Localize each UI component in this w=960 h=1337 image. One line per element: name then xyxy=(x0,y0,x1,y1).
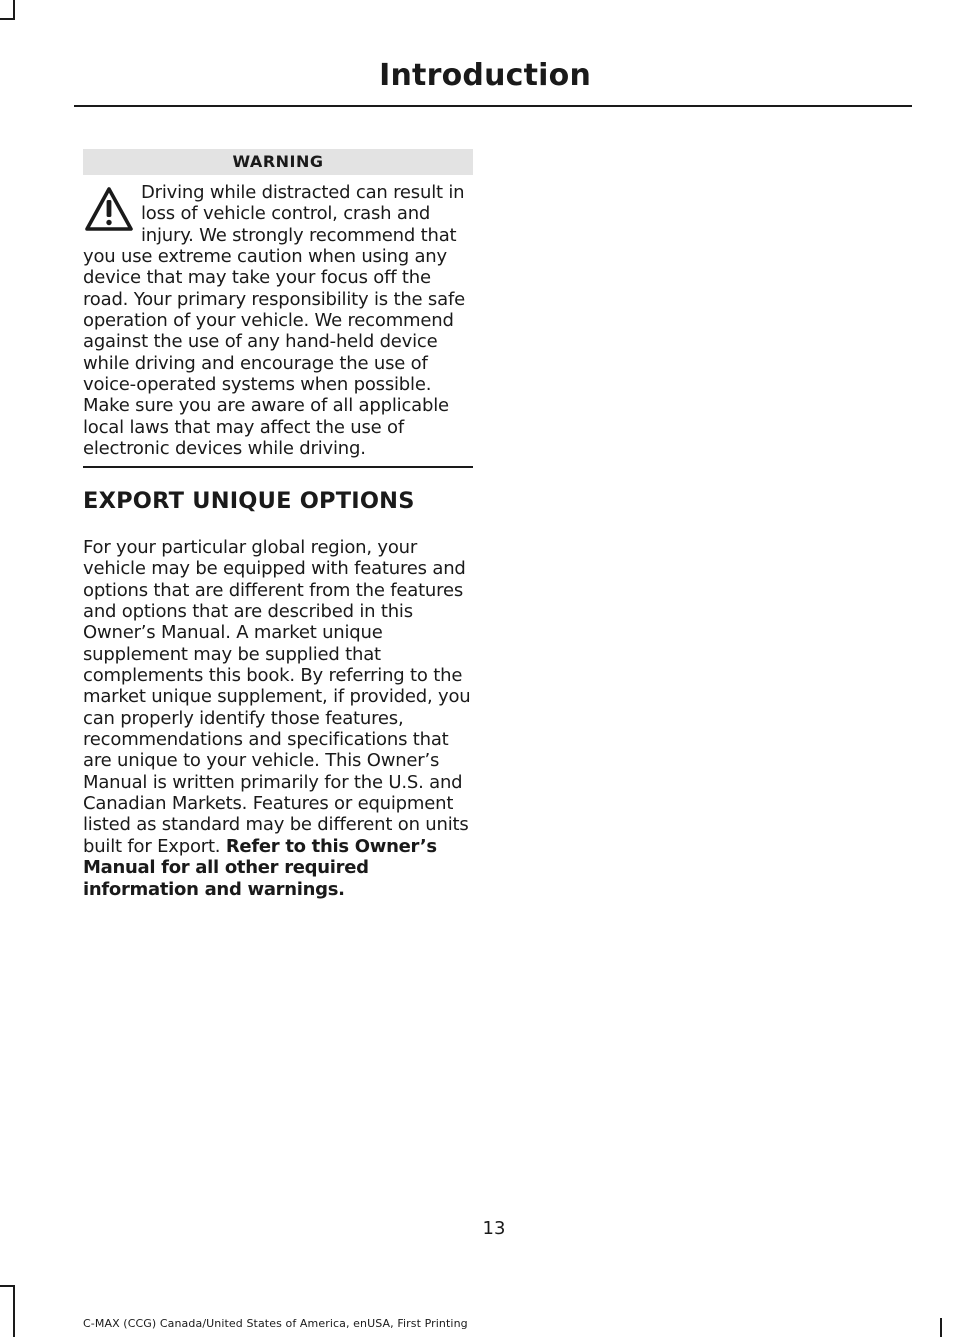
page-number: 13 xyxy=(482,1218,506,1239)
warning-divider xyxy=(83,466,473,468)
crop-mark-top-left-horizontal xyxy=(0,18,15,20)
page-section-title: Introduction xyxy=(379,58,591,93)
warning-triangle-icon xyxy=(83,185,135,235)
section-body-bold-text: Refer to this Owner’s Manual for all other required information and warnings. xyxy=(83,835,437,900)
warning-text-block xyxy=(83,182,475,459)
crop-mark-top-left-vertical xyxy=(13,0,15,20)
header-divider xyxy=(74,105,912,107)
section-paragraph xyxy=(83,537,475,900)
footer-publication-info: C-MAX (CCG) Canada/United States of America, enUSA, First Printing xyxy=(83,1317,468,1330)
crop-mark-bottom-left-horizontal xyxy=(0,1285,15,1287)
section-heading: EXPORT UNIQUE OPTIONS xyxy=(83,488,415,514)
section-body-text: For your particular global region, your vehicle may be equipped with features and options that are different from the features and options that are described in this Owner’s Manual. A market unique supplement may be supplied that complements this book. By referring to the market unique supplement, if provided, you can properly identify those features, recommendations and specifications that are unique to your vehicle. This Owner’s Manual is written primarily for the U.S. and Canadian Markets. Features or equipment listed as standard may be different on units built for Export. xyxy=(83,537,471,857)
crop-mark-bottom-right-vertical xyxy=(940,1318,942,1337)
warning-heading: WARNING xyxy=(83,149,473,175)
crop-mark-bottom-left-vertical xyxy=(13,1285,15,1337)
warning-text: Driving while distracted can result in loss of vehicle control, crash and injury. We strongly recommend that you use extreme caution when using any device that may take your focus off the road. Your primary responsibility is the safe operation of your vehicle. We recommend against the use of any hand-held device while driving and encourage the use of voice-operated systems when possible. Make sure you are aware of all applicable local laws that may affect the use of electronic devices while driving. xyxy=(83,182,465,460)
